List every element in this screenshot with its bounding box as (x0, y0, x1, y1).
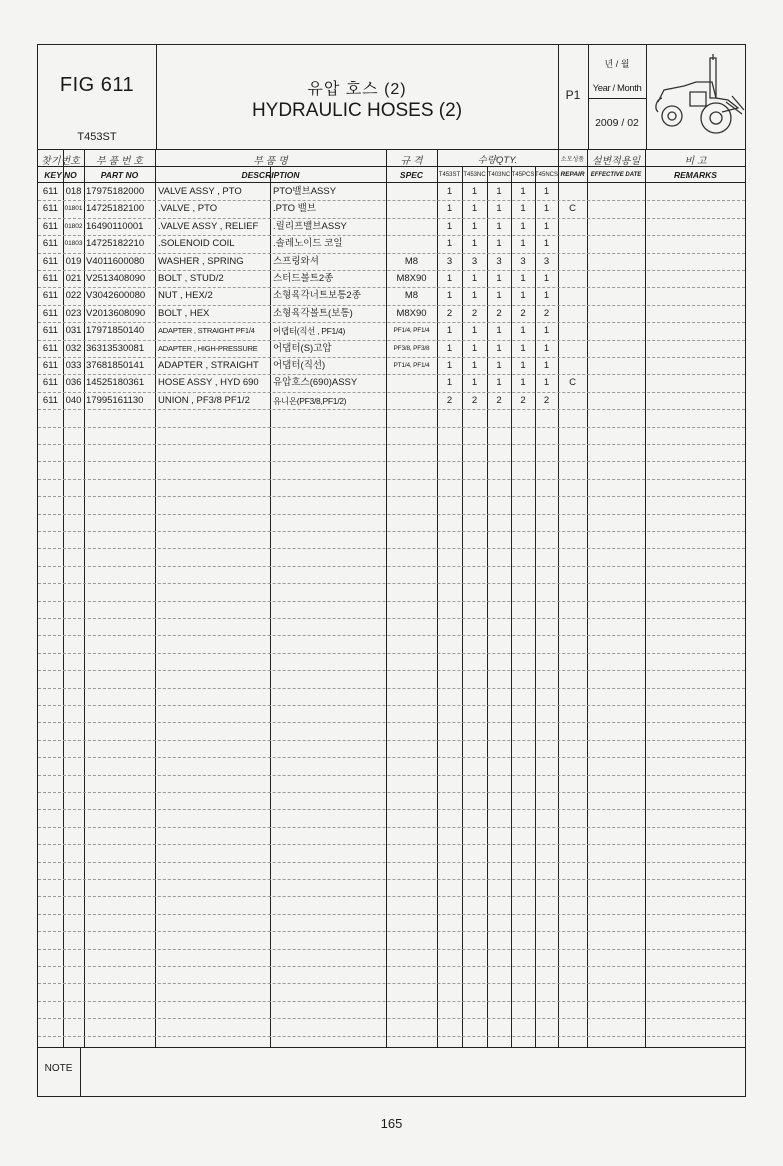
row-rule (38, 688, 745, 689)
row-rule (38, 566, 745, 567)
row-rule (38, 740, 745, 741)
year-month-ko: 년 / 월 (604, 59, 630, 69)
quantity-cell: 1 (471, 220, 478, 232)
row-rule (38, 705, 745, 706)
description-en: UNION , PF3/8 PF1/2 (158, 394, 250, 406)
figure-number: FIG 611 (59, 74, 135, 96)
quantity-cell: 2 (446, 394, 453, 406)
key-header-en: KEY NO (44, 170, 77, 180)
col-line-remarks (645, 149, 646, 1047)
remarks-header-ko: 비 고 (684, 156, 707, 167)
key-suffix: 01803 (64, 240, 83, 248)
row-rule (38, 792, 745, 793)
description-en: ADAPTER , STRAIGHT PF1/4 (158, 326, 255, 336)
row-rule (38, 357, 745, 358)
title-korean: 유압 호스 (2) (307, 81, 407, 98)
quantity-cell: 1 (520, 220, 526, 232)
qty-model-4: T45PCS (511, 172, 535, 178)
qty-model-5: T45NCS (535, 172, 559, 178)
row-rule (38, 966, 745, 967)
quantity-cell: 1 (496, 360, 502, 371)
description-en: .VALVE , PTO (158, 203, 218, 215)
description-ko: .PTO 밸브 (273, 203, 316, 215)
row-rule (38, 305, 745, 306)
description-en: BOLT , STUD/2 (158, 273, 224, 284)
row-rule (38, 409, 745, 410)
quantity-cell: 1 (520, 377, 526, 389)
part-header-ko: 부 품 번 호 (96, 156, 143, 167)
row-rule (38, 583, 745, 584)
key-suffix: 033 (65, 360, 82, 371)
row-rule (38, 635, 745, 636)
quantity-cell: 1 (543, 220, 550, 232)
key-prefix: 611 (42, 290, 59, 302)
header-vline-3 (588, 44, 589, 149)
quantity-cell: 1 (446, 377, 453, 389)
key-suffix: 01802 (64, 222, 83, 230)
quantity-cell: 1 (471, 360, 478, 371)
part-number: V4011600080 (86, 255, 145, 267)
desc-header-ko: 부 품 명 (253, 156, 288, 167)
key-suffix: 023 (65, 307, 82, 319)
row-rule (38, 253, 745, 254)
repair-flag: C (569, 377, 576, 389)
quantity-cell: 1 (446, 203, 453, 215)
part-number: V2013608090 (86, 307, 146, 319)
row-rule (38, 287, 745, 288)
row-rule (38, 427, 745, 428)
row-rule (38, 862, 745, 863)
tractor-icon (650, 52, 745, 142)
key-prefix: 611 (42, 394, 59, 406)
description-en: HOSE ASSY , HYD 690 (158, 377, 259, 389)
repair-flag: C (569, 203, 576, 215)
note-label: NOTE (44, 1063, 73, 1074)
quantity-cell: 1 (446, 186, 453, 197)
quantity-cell: 2 (471, 394, 478, 406)
key-suffix: 022 (65, 290, 82, 302)
spec (386, 392, 437, 410)
row-rule (38, 392, 745, 393)
repair-flag (558, 287, 587, 305)
part-number: V2513408090 (86, 273, 146, 284)
quantity-cell: 1 (471, 203, 478, 215)
header-vline-2 (558, 44, 559, 149)
description-ko: 소형육각너트보통2종 (273, 290, 361, 302)
row-rule (38, 931, 745, 932)
description-en: ADAPTER , STRAIGHT (158, 360, 259, 371)
row-rule (38, 461, 745, 462)
key-suffix: 01801 (64, 205, 83, 213)
quantity-cell: 1 (471, 273, 478, 284)
quantity-cell: 2 (543, 307, 550, 319)
qty-model-2: T453NC (463, 172, 486, 178)
quantity-cell: 1 (496, 273, 502, 284)
spec (386, 218, 437, 236)
desc-header-en: DESCRIPTION (241, 170, 300, 180)
qty-header: 수량QTY. (477, 155, 518, 166)
quantity-cell: 1 (520, 238, 526, 250)
spec: M8X90 (396, 273, 427, 284)
repair-header-en: REPAIR (560, 171, 585, 178)
quantity-cell: 1 (446, 342, 453, 354)
description-ko: 어댑터(직선 , PF1/4) (273, 326, 345, 337)
quantity-cell: 2 (471, 307, 478, 319)
description-ko: 유압호스(690)ASSY (273, 377, 358, 389)
quantity-cell: 1 (520, 203, 526, 215)
header-vline-1 (156, 44, 157, 149)
row-rule (38, 914, 745, 915)
description-en: .VALVE ASSY , RELIEF (158, 220, 259, 232)
spec: PT1/4, PF1/4 (393, 362, 430, 369)
row-rule (38, 322, 745, 323)
quantity-cell: 1 (543, 186, 550, 197)
repair-header-ko: 소모성품 (560, 157, 585, 163)
quantity-cell: 1 (520, 290, 526, 302)
row-rule (38, 531, 745, 532)
col-line-part (84, 149, 85, 1047)
col-line-desc (155, 149, 156, 1047)
qty-model-3: T403NC (487, 172, 511, 178)
key-prefix: 611 (42, 377, 59, 389)
key-suffix: 032 (65, 342, 82, 354)
description-ko: 유니온(PF3/8,PF1/2) (273, 395, 347, 406)
key-header-ko: 찾기번호 (41, 156, 80, 167)
col-line-eff (587, 149, 588, 1047)
quantity-cell: 2 (520, 394, 526, 406)
date-divider (588, 98, 646, 99)
key-prefix: 611 (42, 325, 59, 337)
quantity-cell: 1 (496, 220, 502, 232)
quantity-cell: 1 (543, 203, 550, 215)
quantity-cell: 2 (496, 307, 502, 319)
key-prefix: 611 (42, 238, 59, 250)
quantity-cell: 1 (496, 325, 502, 337)
description-ko: 소형육각볼트(보통) (273, 307, 353, 319)
note-vline (80, 1047, 81, 1097)
quantity-cell: 1 (446, 360, 453, 371)
spec: PF1/4, PF1/4 (393, 327, 430, 335)
key-suffix: 019 (65, 255, 82, 267)
description-en: WASHER , SPRING (158, 255, 244, 267)
quantity-cell: 3 (520, 255, 526, 267)
description-en: BOLT , HEX (158, 307, 210, 319)
description-ko: .솔레노이드 코일 (273, 238, 343, 250)
description-ko: 스프링와셔 (273, 255, 319, 267)
description-ko: 어댑터(S)고압 (273, 342, 332, 354)
key-prefix: 611 (42, 307, 59, 319)
header-divider (37, 149, 746, 150)
row-rule (38, 670, 745, 671)
quantity-cell: 1 (471, 186, 478, 197)
row-rule (38, 775, 745, 776)
quantity-cell: 1 (520, 360, 526, 371)
row-rule (38, 235, 745, 236)
key-suffix: 040 (65, 394, 82, 406)
part-header-en: PART NO (100, 170, 139, 180)
quantity-cell: 1 (520, 325, 526, 337)
row-rule (38, 200, 745, 201)
quantity-cell: 3 (496, 255, 502, 267)
row-rule (38, 514, 745, 515)
qty-model-1: T453ST (438, 172, 461, 178)
page-code: P1 (565, 88, 581, 102)
repair-flag (558, 235, 587, 253)
description-ko: 어댑터(직선) (273, 360, 326, 371)
repair-flag (558, 340, 587, 358)
description-en: ADAPTER , HIGH-PRESSURE (158, 343, 258, 353)
repair-flag (558, 305, 587, 323)
key-prefix: 611 (42, 220, 59, 232)
quantity-cell: 1 (446, 238, 453, 250)
description-ko: .릴리프밸브ASSY (273, 220, 347, 232)
repair-flag (558, 218, 587, 236)
row-rule (38, 548, 745, 549)
quantity-cell: 1 (471, 342, 478, 354)
quantity-cell: 1 (446, 290, 453, 302)
row-rule (38, 340, 745, 341)
quantity-cell: 2 (520, 307, 526, 319)
quantity-cell: 1 (543, 360, 550, 371)
spec-header-ko: 규 격 (400, 156, 423, 167)
row-rule (38, 374, 745, 375)
quantity-cell: 1 (446, 273, 453, 284)
quantity-cell: 1 (520, 273, 526, 284)
quantity-cell: 2 (496, 394, 502, 406)
row-rule (38, 809, 745, 810)
quantity-cell: 1 (471, 377, 478, 389)
quantity-cell: 1 (520, 186, 526, 197)
row-rule (38, 896, 745, 897)
repair-flag (558, 392, 587, 410)
quantity-cell: 1 (520, 342, 526, 354)
quantity-cell: 1 (471, 238, 478, 250)
description-en: VALVE ASSY , PTO (158, 186, 242, 197)
row-rule (38, 1036, 745, 1037)
year-month-en: Year / Month (592, 83, 642, 94)
row-rule (38, 444, 745, 445)
description-ko: PTO밸브ASSY (273, 186, 337, 197)
eff-header-ko: 설변적용일 (591, 156, 641, 167)
row-rule (38, 722, 745, 723)
quantity-cell: 1 (446, 325, 453, 337)
quantity-cell: 1 (543, 342, 550, 354)
row-rule (38, 983, 745, 984)
quantity-cell: 2 (446, 307, 453, 319)
header-vline-4 (646, 44, 647, 149)
quantity-cell: 1 (471, 325, 478, 337)
part-number: 14725182210 (86, 238, 145, 250)
spec: M8X90 (396, 307, 427, 319)
part-number: 17971850140 (86, 325, 145, 337)
part-number: 36313530081 (86, 342, 145, 354)
key-prefix: 611 (42, 255, 59, 267)
part-number: V3042600080 (86, 290, 146, 302)
quantity-cell: 3 (543, 255, 550, 267)
row-rule (38, 218, 745, 219)
row-rule (38, 479, 745, 480)
quantity-cell: 2 (543, 394, 550, 406)
quantity-cell: 1 (471, 290, 478, 302)
part-number: 37681850141 (86, 360, 145, 371)
row-rule (38, 496, 745, 497)
key-prefix: 611 (42, 360, 59, 371)
row-rule (38, 1018, 745, 1019)
key-suffix: 018 (65, 186, 82, 197)
part-number: 16490110001 (86, 220, 144, 232)
quantity-cell: 1 (496, 290, 502, 302)
quantity-cell: 3 (446, 255, 453, 267)
title-english: HYDRAULIC HOSES (2) (251, 100, 463, 121)
key-prefix: 611 (42, 203, 59, 215)
row-rule (38, 618, 745, 619)
quantity-cell: 1 (543, 238, 550, 250)
description-en: .SOLENOID COIL (158, 238, 235, 250)
spec: M8 (404, 290, 419, 302)
row-rule (38, 757, 745, 758)
part-number: 17975182000 (86, 186, 145, 197)
spec (386, 200, 437, 218)
row-rule (38, 601, 745, 602)
quantity-cell: 1 (446, 220, 453, 232)
quantity-cell: 1 (543, 273, 550, 284)
part-number: 17995161130 (86, 394, 144, 406)
spec (386, 374, 437, 392)
spec (386, 183, 437, 201)
quantity-cell: 1 (496, 238, 502, 250)
spec: PF3/8, PF3/8 (393, 344, 430, 352)
remarks-header-en: REMARKS (674, 170, 717, 180)
row-rule (38, 949, 745, 950)
row-rule (38, 1001, 745, 1002)
repair-flag (558, 183, 587, 201)
key-suffix: 031 (65, 325, 82, 337)
repair-flag (558, 357, 587, 375)
description-en: NUT , HEX/2 (158, 290, 213, 302)
spec: M8 (404, 255, 419, 267)
quantity-cell: 1 (496, 203, 502, 215)
quantity-cell: 1 (543, 290, 550, 302)
quantity-cell: 1 (543, 325, 550, 337)
row-rule (38, 270, 745, 271)
key-prefix: 611 (42, 342, 59, 354)
key-prefix: 611 (42, 273, 59, 284)
row-rule (38, 844, 745, 845)
quantity-cell: 1 (496, 186, 502, 197)
repair-flag (558, 270, 587, 288)
page-number: 165 (380, 1116, 403, 1131)
quantity-cell: 1 (543, 377, 550, 389)
spec-header-en: SPEC (399, 170, 424, 180)
part-number: 14725182100 (86, 203, 145, 215)
row-rule (38, 827, 745, 828)
row-rule (38, 653, 745, 654)
quantity-cell: 3 (471, 255, 478, 267)
row-rule (38, 879, 745, 880)
repair-flag (558, 253, 587, 271)
revision-date: 2009 / 02 (595, 117, 639, 129)
model-code: T453ST (77, 131, 117, 143)
key-prefix: 611 (42, 186, 59, 197)
eff-header-en: EFFECTIVE DATE (590, 172, 642, 178)
part-number: 14525180361 (86, 377, 145, 389)
key-suffix: 021 (65, 273, 82, 284)
quantity-cell: 1 (496, 377, 502, 389)
description-ko: 스터드볼트2종 (273, 273, 334, 284)
note-divider (37, 1047, 746, 1048)
repair-flag (558, 322, 587, 340)
quantity-cell: 1 (496, 342, 502, 354)
spec (386, 235, 437, 253)
key-suffix: 036 (65, 377, 82, 389)
